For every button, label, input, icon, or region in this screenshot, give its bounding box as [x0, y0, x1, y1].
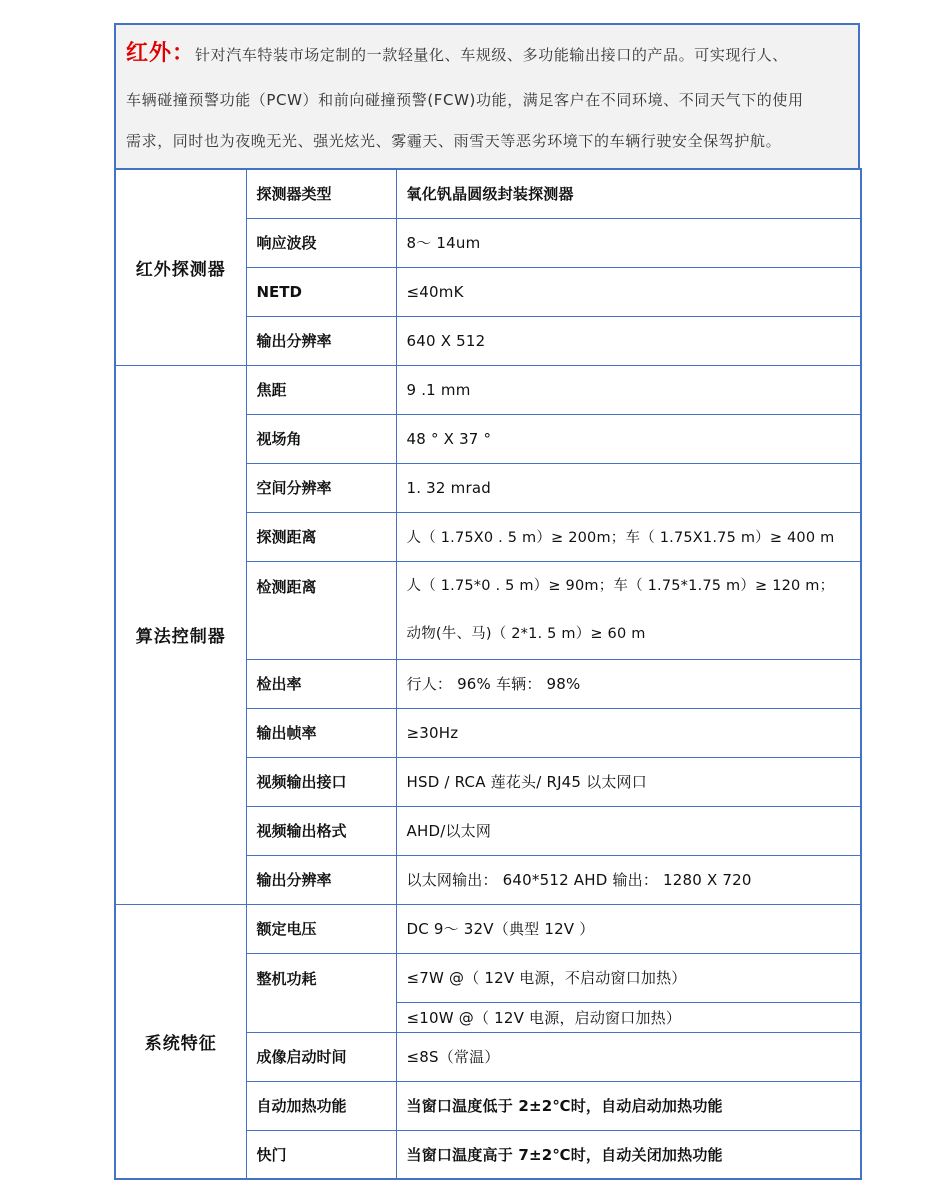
spec-sheet: [114, 23, 860, 1180]
spec-label: 快门: [246, 1130, 396, 1179]
spec-table: [114, 168, 862, 1180]
intro-line-2: 车辆碰撞预警功能（PCW）和前向碰撞预警(FCW)功能，满足客户在不同环境、不同天气下的使用: [126, 91, 804, 109]
spec-label: 输出分辨率: [246, 316, 396, 365]
spec-value: 当窗口温度高于 7±2℃时，自动关闭加热功能: [396, 1130, 861, 1179]
category-system-features: 系统特征: [115, 904, 246, 1179]
spec-value-multiline: [396, 561, 861, 659]
spec-value: HSD / RCA 莲花头/ RJ45 以太网口: [396, 757, 861, 806]
spec-value: ≥30Hz: [396, 708, 861, 757]
spec-value: 行人： 96% 车辆： 98%: [396, 659, 861, 708]
spec-label: 视频输出格式: [246, 806, 396, 855]
spec-value: AHD/以太网: [396, 806, 861, 855]
spec-value-line-2: 动物(牛、马)（ 2*1. 5 m）≥ 60 m: [406, 626, 646, 642]
intro-text-1: 针对汽车特装市场定制的一款轻量化、车规级、多功能输出接口的产品。可实现行人、: [195, 46, 788, 64]
spec-label: 自动加热功能: [246, 1081, 396, 1130]
spec-label: 空间分辨率: [246, 463, 396, 512]
spec-label: 额定电压: [246, 904, 396, 953]
intro-box: [114, 23, 860, 168]
spec-value: 以太网输出： 640*512 AHD 输出： 1280 X 720: [396, 855, 861, 904]
spec-label: 焦距: [246, 365, 396, 414]
spec-value: 人（ 1.75*0 . 5 m）≥ 90m；车（ 1.75*1.75 m）≥ 120 m；: [406, 578, 835, 594]
spec-value: ≤40mK: [396, 267, 861, 316]
spec-value-line-2: ≤10W @（ 12V 电源，启动窗口加热）: [396, 1002, 861, 1032]
spec-value: ≤8S（常温）: [396, 1032, 861, 1081]
spec-label: 检出率: [246, 659, 396, 708]
table-row: [115, 365, 861, 414]
spec-value: 氧化钒晶圆级封装探测器: [396, 169, 861, 218]
category-infrared-detector: 红外探测器: [115, 169, 246, 365]
table-row: [115, 904, 861, 953]
intro-lead: 红外：: [126, 41, 196, 66]
spec-label: 视频输出接口: [246, 757, 396, 806]
spec-label: 响应波段: [246, 218, 396, 267]
intro-line-3: 需求，同时也为夜晚无光、强光炫光、雾霾天、雨雪天等恶劣环境下的车辆行驶安全保驾护航。: [126, 132, 782, 150]
spec-value: 8～ 14um: [396, 218, 861, 267]
spec-value: 人（ 1.75X0 . 5 m）≥ 200m；车（ 1.75X1.75 m）≥ 400 m: [396, 512, 861, 561]
spec-label: 探测器类型: [246, 169, 396, 218]
spec-value: 48 ° X 37 °: [396, 414, 861, 463]
spec-label: 成像启动时间: [246, 1032, 396, 1081]
intro-line-1: [126, 39, 850, 70]
spec-label: 输出分辨率: [246, 855, 396, 904]
spec-value: 当窗口温度低于 2±2℃时，自动启动加热功能: [396, 1081, 861, 1130]
spec-label: 整机功耗: [246, 953, 396, 1032]
spec-label: 输出帧率: [246, 708, 396, 757]
spec-label: 视场角: [246, 414, 396, 463]
spec-label: 检测距离: [246, 561, 396, 659]
spec-label: 探测距离: [246, 512, 396, 561]
spec-value: ≤7W @（ 12V 电源，不启动窗口加热）: [396, 953, 861, 1002]
spec-label: NETD: [246, 267, 396, 316]
spec-value: 640 X 512: [396, 316, 861, 365]
spec-value: 1. 32 mrad: [396, 463, 861, 512]
spec-value: DC 9～ 32V（典型 12V ）: [396, 904, 861, 953]
table-row: [115, 169, 861, 218]
category-algorithm-controller: 算法控制器: [115, 365, 246, 904]
spec-value: 9 .1 mm: [396, 365, 861, 414]
